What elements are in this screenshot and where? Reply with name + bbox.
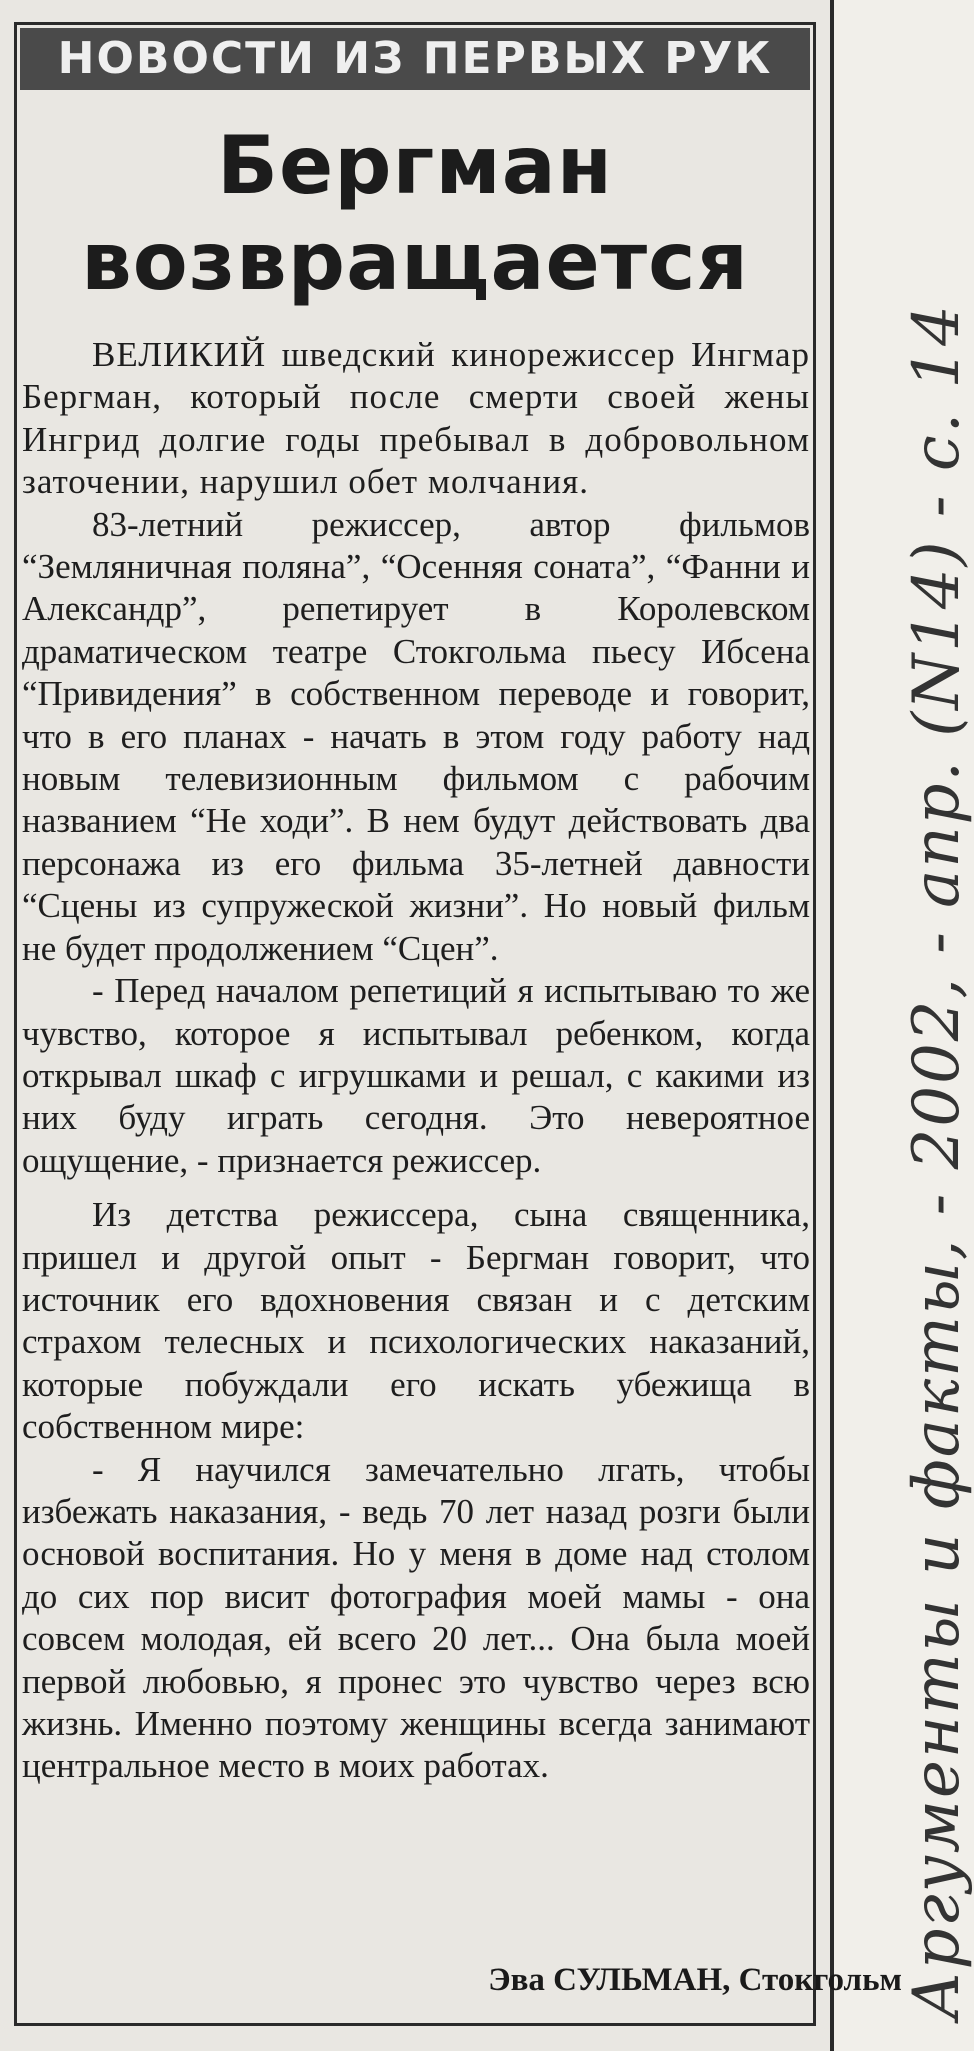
article-paragraph: ВЕЛИКИЙ шведский кинорежиссер Ингмар Бергман, который после смерти своей жены Ингрид долгие годы пребывал в добровольном заточении, нарушил обет молчания.: [22, 335, 810, 502]
article-paragraph: Из детства режиссера, сына священника, пришел и другой опыт - Бергман говорит, что источник его вдохновения связан и с детским страхом телесных и психологических наказаний, которые побуждали его искать убежища в собственном мире:: [22, 1195, 810, 1447]
article-paragraph: 83-летний режиссер, автор фильмов “Земляничная поляна”, “Осенняя соната”, “Фанни и Александр”, репетирует в Королевском драматическом театре Стокгольма пьесу Ибсена “Привидения” в собственном переводе и говорит, что в его планах - начать в этом году работу над новым телевизионным фильмом с рабочим названием “Не ходи”. В нем будут действовать два персонажа из его фильма 35-летней давности “Сцены из супружеской жизни”. Но новый фильм не будет продолжением “Сцен”.: [22, 504, 810, 968]
article-paragraph: - Перед началом репетиций я испытываю то же чувство, которое я испытывал ребенком, когда открывал шкаф с игрушками и решал, с какими из них буду играть сегодня. Это невероятное ощущение, - признается режиссер.: [22, 971, 810, 1180]
headline-line-2: возвращается: [81, 215, 749, 308]
article-headline: [20, 118, 810, 310]
article-paragraph: - Я научился замечательно лгать, чтобы избежать наказания, - ведь 70 лет назад розги были основой воспитания. Но у меня в доме над столом до сих пор висит фотография моей мамы - она совсем молодая, ей всего 20 лет... Она была моей первой любовью, я пронес это чувство через всю жизнь. Именно поэтому женщины всегда занимают центральное место в моих работах.: [22, 1449, 810, 1786]
headline-line-1: Бергман: [217, 119, 613, 212]
article-body: [22, 334, 810, 1788]
rubric-banner: НОВОСТИ ИЗ ПЕРВЫХ РУК: [20, 28, 810, 90]
handwritten-source-note: Аргументы и факты, - 2002, - апр. (N14) - с. 14: [900, 303, 974, 2020]
article-byline: Эва СУЛЬМАН, Стокгольм: [488, 1962, 902, 1998]
